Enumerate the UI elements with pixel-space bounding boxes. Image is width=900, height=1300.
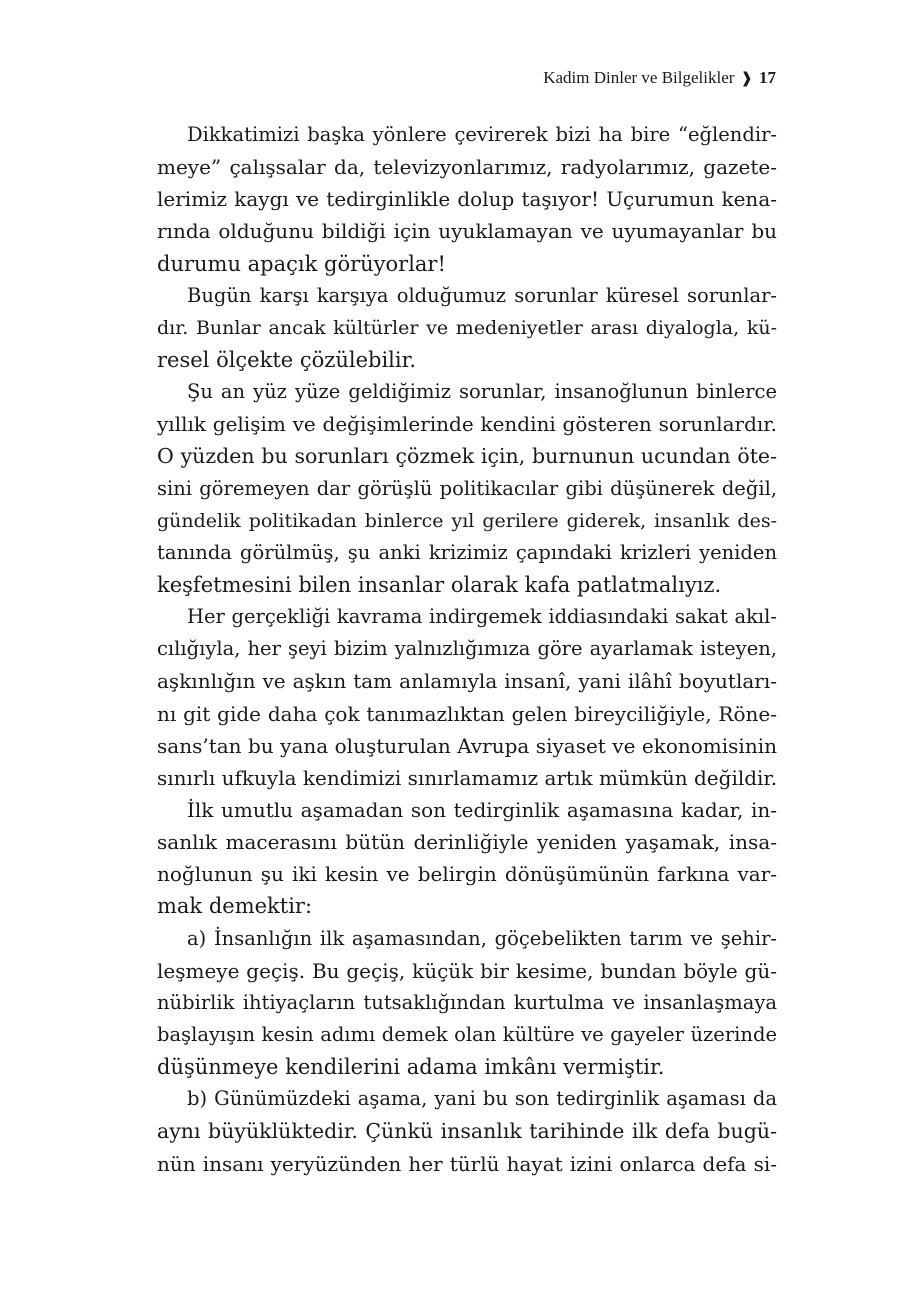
text-line: rında olduğunu bildiği için uyuklamayan ve uyumayanlar bu [157, 219, 777, 244]
running-title: Kadim Dinler ve Bilgelikler [543, 68, 735, 87]
text-line: İlk umutlu aşamadan son tedirginlik aşamasına kadar, in- [187, 797, 777, 822]
text-line: sans’tan bu yana oluşturulan Avrupa siyaset ve ekonomisinin [157, 733, 777, 758]
text-line: gündelik politikadan binlerce yıl gerilere giderek, insanlık des- [157, 509, 777, 532]
text-line: Bugün karşı karşıya olduğumuz sorunlar küresel sorunlar- [187, 283, 777, 307]
text-line: Her gerçekliği kavrama indirgemek iddiasındaki sakat akıl- [187, 605, 777, 629]
text-line: düşünmeye kendilerini adama imkânı vermiştir. [157, 1055, 665, 1080]
text-line: noğlunun şu iki kesin ve belirgin dönüşümünün farkına var- [157, 862, 777, 887]
separator-glyph: ❱ [740, 69, 753, 87]
text-line: durumu apaçık görüyorlar! [157, 251, 446, 276]
text-line: nı git gide daha çok tanımazlıktan gelen bireyciliğiyle, Röne- [157, 701, 777, 726]
text-line: lerimiz kaygı ve tedirginlikle dolup taşıyor! Uçurumun kena- [157, 187, 777, 212]
text-line: aşkınlığın ve aşkın tam anlamıyla insanî, yani ilâhî boyutları- [157, 669, 777, 694]
text-line: nübirlik ihtiyaçların tutsaklığından kurtulma ve insanlaşmaya [157, 990, 777, 1014]
text-line: mak demektir: [157, 894, 313, 919]
text-line: Şu an yüz yüze geldiğimiz sorunlar, insanoğlunun binlerce [187, 380, 777, 404]
text-line: resel ölçekte çözülebilir. [157, 347, 417, 372]
text-line: leşmeye geçiş. Bu geçiş, küçük bir kesime, bundan böyle gü- [157, 958, 777, 983]
text-line: tanında görülmüş, şu anki krizimiz çapındaki krizleri yeniden [157, 540, 777, 564]
text-line: O yüzden bu sorunları çözmek için, burnunun ucundan öte- [157, 444, 777, 469]
text-line: sini göremeyen dar görüşlü politikacılar gibi düşünerek değil, [157, 476, 777, 500]
text-line: Dikkatimizi başka yönlere çevirerek bizi ha bire “eğlendir- [187, 123, 777, 146]
running-head [543, 68, 776, 88]
text-line: b) Günümüzdeki aşama, yani bu son tedirginlik aşaması da [187, 1087, 777, 1111]
text-line: a) İnsanlığın ilk aşamasından, göçebelikten tarım ve şehir- [187, 926, 777, 950]
text-line: başlayışın kesin adımı demek olan kültüre ve gayeler üzerinde [157, 1022, 777, 1046]
page-number: 17 [759, 68, 776, 87]
text-line: nün insanı yeryüzünden her türlü hayat izini onlarca defa si- [157, 1151, 777, 1176]
body-text [157, 119, 777, 1180]
text-line: yıllık gelişim ve değişimlerinde kendini gösteren sorunlardır. [157, 412, 777, 437]
text-line: aynı büyüklüktedir. Çünkü insanlık tarihinde ilk defa bugü- [157, 1119, 777, 1144]
text-line: cılığıyla, her şeyi bizim yalnızlığımıza göre ayarlamak isteyen, [157, 637, 777, 661]
text-line: sınırlı ufkuyla kendimizi sınırlamamız artık mümkün değildir. [157, 765, 778, 790]
text-line: meye” çalışsalar da, televizyonlarımız, radyolarımız, gazete- [157, 155, 777, 180]
text-line: dır. Bunlar ancak kültürler ve medeniyetler arası diyalogla, kü- [157, 316, 777, 339]
text-line: keşfetmesini bilen insanlar olarak kafa patlatmalıyız. [157, 572, 722, 597]
text-line: sanlık macerasını bütün derinliğiyle yeniden yaşamak, insa- [157, 830, 777, 855]
